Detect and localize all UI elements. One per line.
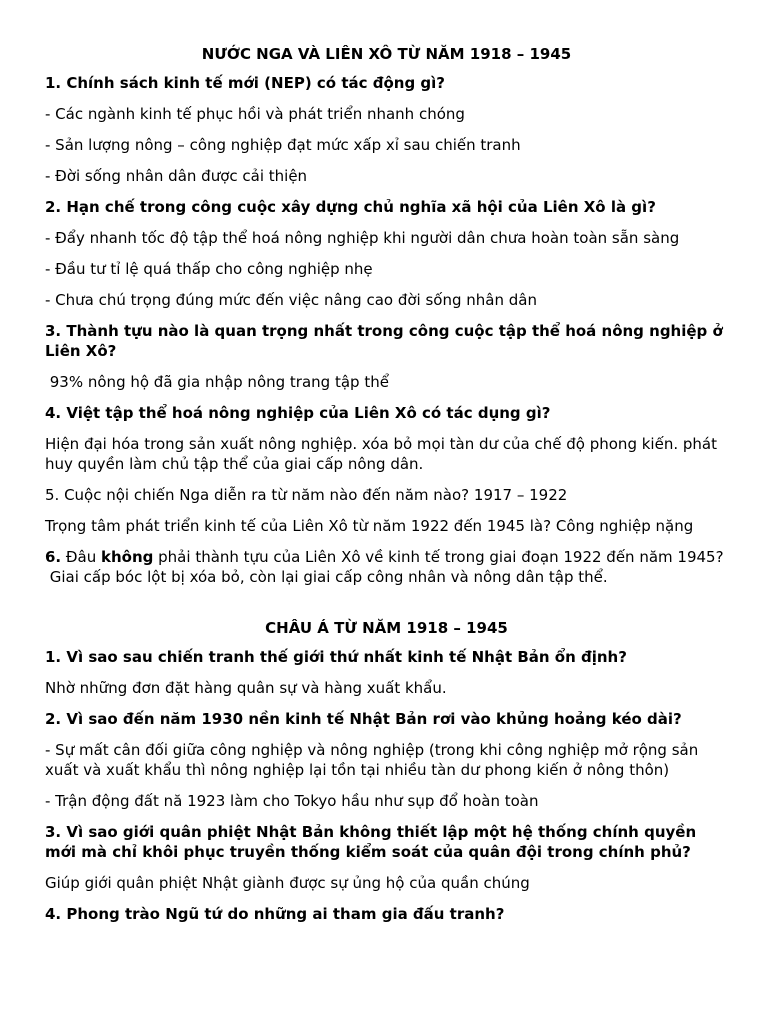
question-collectivization-effect: 4. Việt tập thể hoá nông nghiệp của Liên Xô có tác dụng gì? <box>45 404 551 422</box>
answer-line: - Các ngành kinh tế phục hồi và phát triển nhanh chóng <box>45 105 465 123</box>
answer-line: - Sản lượng nông – công nghiệp đạt mức xấp xỉ sau chiến tranh <box>45 136 521 154</box>
answer-line: - Sự mất cân đối giữa công nghiệp và nông nghiệp (trong khi công nghiệp mở rộng sản xuất và xuất khẩu thì nông nghiệp lại tồn tại nhiều tàn dư phong kiến ở nông thôn) <box>45 741 699 779</box>
answer-line: Hiện đại hóa trong sản xuất nông nghiệp. xóa bỏ mọi tàn dư của chế độ phong kiến. phát huy quyền làm chủ tập thể của giai cấp nông dân. <box>45 435 717 473</box>
question-emphasis: không <box>101 548 154 566</box>
question-text: Đâu <box>61 548 101 566</box>
answer-line: 93% nông hộ đã gia nhập nông trang tập thể <box>45 373 389 391</box>
question-number: 6. <box>45 548 62 566</box>
answer-line: Giúp giới quân phiệt Nhật giành được sự ủng hộ của quần chúng <box>45 874 530 892</box>
question-japan-crisis: 2. Vì sao đến năm 1930 nền kinh tế Nhật Bản rơi vào khủng hoảng kéo dài? <box>45 710 682 728</box>
section-spacer <box>45 598 728 618</box>
answer-line: - Chưa chú trọng đúng mức đến việc nâng cao đời sống nhân dân <box>45 291 537 309</box>
question-civil-war: 5. Cuộc nội chiến Nga diễn ra từ năm nào đến năm nào? 1917 – 1922 <box>45 486 568 504</box>
question-japan-stable: 1. Vì sao sau chiến tranh thế giới thứ nhất kinh tế Nhật Bản ổn định? <box>45 648 627 666</box>
answer-line: - Trận động đất nă 1923 làm cho Tokyo hầu như sụp đổ hoàn toàn <box>45 792 539 810</box>
answer-line: Nhờ những đơn đặt hàng quân sự và hàng xuất khẩu. <box>45 679 447 697</box>
section-title-russia: NƯỚC NGA VÀ LIÊN XÔ TỪ NĂM 1918 – 1945 <box>201 45 572 63</box>
answer-line: - Đầu tư tỉ lệ quá thấp cho công nghiệp nhẹ <box>45 260 373 278</box>
question-not-achievement <box>45 547 728 567</box>
question-limitations: 2. Hạn chế trong công cuộc xây dựng chủ nghĩa xã hội của Liên Xô là gì? <box>45 198 656 216</box>
section-title-asia: CHÂU Á TỪ NĂM 1918 – 1945 <box>265 619 508 637</box>
answer-line: - Đẩy nhanh tốc độ tập thể hoá nông nghiệp khi người dân chưa hoàn toàn sẵn sàng <box>45 229 680 247</box>
answer-line: Giai cấp bóc lột bị xóa bỏ, còn lại giai cấp công nhân và nông dân tập thể. <box>45 568 608 586</box>
question-nep: 1. Chính sách kinh tế mới (NEP) có tác động gì? <box>45 74 445 92</box>
question-text: phải thành tựu của Liên Xô về kinh tế trong giai đoạn 1922 đến năm 1945? <box>153 548 724 566</box>
question-economic-focus: Trọng tâm phát triển kinh tế của Liên Xô từ năm 1922 đến 1945 là? Công nghiệp nặng <box>45 517 694 535</box>
question-may-fourth: 4. Phong trào Ngũ tứ do những ai tham gia đấu tranh? <box>45 905 505 923</box>
question-collectivization-achievement: 3. Thành tựu nào là quan trọng nhất trong công cuộc tập thể hoá nông nghiệp ở Liên Xô? <box>45 322 723 360</box>
question-japan-militarists: 3. Vì sao giới quân phiệt Nhật Bản không thiết lập một hệ thống chính quyền mới mà chỉ khôi phục truyền thống kiểm soát của quân đội trong chính phủ? <box>45 823 697 861</box>
answer-line: - Đời sống nhân dân được cải thiện <box>45 167 308 185</box>
